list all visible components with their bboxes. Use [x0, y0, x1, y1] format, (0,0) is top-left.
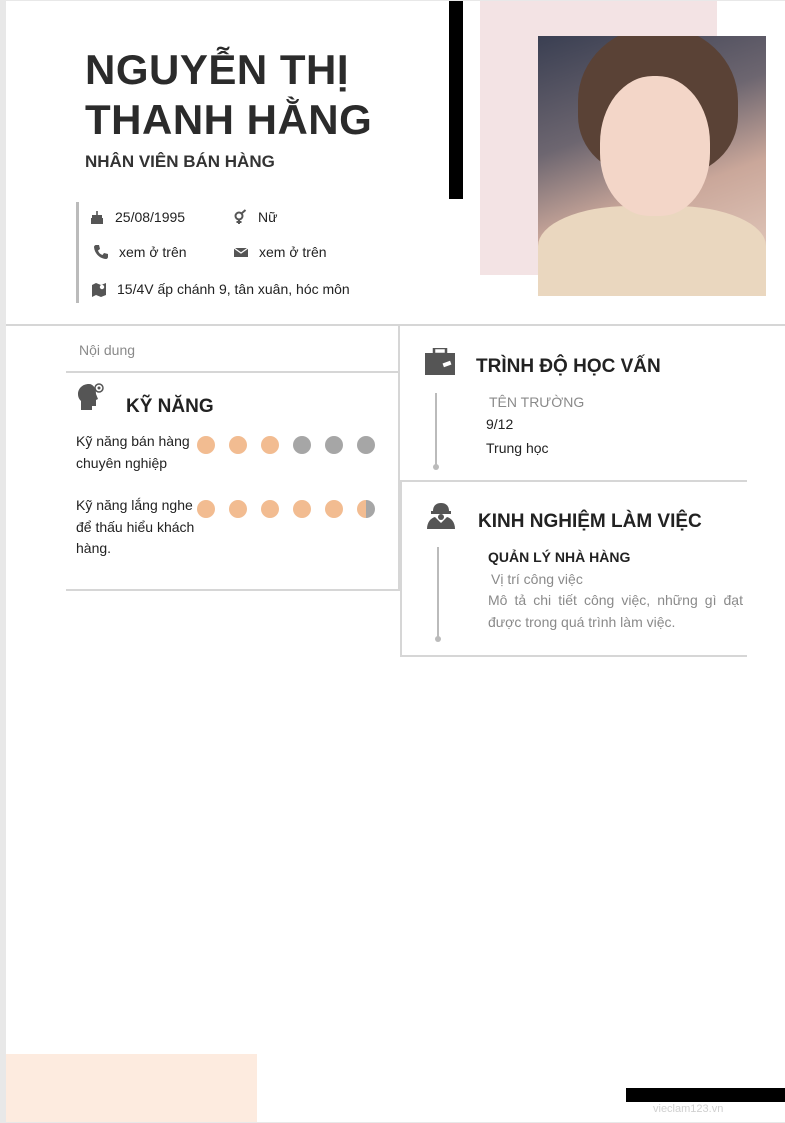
address-value: 15/4V ấp chánh 9, tân xuân, hóc môn: [117, 281, 350, 297]
gender-value: Nữ: [258, 209, 278, 225]
skills-section: [66, 326, 400, 591]
candidate-name: [85, 45, 425, 145]
decor-black-bar-bottom: [626, 1088, 785, 1102]
phone-row: [93, 244, 187, 260]
phone-icon: [93, 244, 109, 260]
company-name: QUẢN LÝ NHÀ HÀNG: [488, 549, 631, 565]
gender-row: [232, 209, 277, 225]
experience-timeline: [437, 547, 439, 639]
rating-dot: [357, 500, 375, 518]
education-title: TRÌNH ĐỘ HỌC VẤN: [476, 356, 661, 377]
brain-icon: [75, 381, 107, 418]
birthday-value: 25/08/1995: [115, 209, 186, 225]
rating-dot: [325, 500, 343, 518]
email-row: [233, 244, 327, 260]
rating-dot: [261, 500, 279, 518]
address-row: [91, 281, 350, 297]
personal-info: [76, 202, 376, 303]
profile-photo: [538, 36, 766, 296]
briefcase-icon: [424, 348, 456, 381]
birthday-row: [89, 209, 185, 225]
rating-dot: [293, 500, 311, 518]
email-value: xem ở trên: [259, 244, 327, 260]
decor-black-bar: [449, 1, 463, 199]
experience-section: [400, 482, 747, 657]
skill-1-label: Kỹ năng bán hàng chuyên nghiệp: [76, 433, 190, 471]
decor-peach-block: [6, 1054, 257, 1122]
skill-1-rating: [197, 436, 375, 454]
map-icon: [91, 281, 107, 297]
education-timeline: [435, 393, 437, 467]
education-section: [400, 326, 747, 482]
rating-dot: [261, 436, 279, 454]
skills-title: KỸ NĂNG: [126, 396, 214, 417]
school-period: 9/12: [486, 416, 514, 432]
school-name: TÊN TRƯỜNG: [489, 394, 585, 410]
rating-dot: [293, 436, 311, 454]
name-line-2: THANH HẰNG: [85, 96, 373, 143]
left-divider: [66, 371, 398, 373]
name-line-1: NGUYỄN THỊ: [85, 46, 350, 93]
job-title: NHÂN VIÊN BÁN HÀNG: [85, 152, 275, 171]
cake-icon: [89, 209, 105, 225]
rating-dot: [357, 436, 375, 454]
rating-dot: [197, 500, 215, 518]
content-placeholder[interactable]: Nội dung: [79, 342, 136, 358]
gender-icon: [232, 209, 248, 225]
rating-dot: [197, 436, 215, 454]
rating-dot: [229, 436, 247, 454]
watermark: vieclam123.vn: [653, 1103, 724, 1115]
skill-2-rating: [197, 500, 375, 518]
skill-2-label: Kỹ năng lắng nghe để thấu hiểu khách hàng.: [76, 497, 195, 556]
rating-dot: [229, 500, 247, 518]
job-position: Vị trí công việc: [491, 571, 583, 587]
job-description: Mô tả chi tiết công việc, những gì đạt được trong quá trình làm việc.: [488, 592, 743, 630]
education-level: Trung học: [486, 440, 549, 456]
experience-title: KINH NGHIỆM LÀM VIỆC: [478, 511, 702, 532]
rating-dot: [325, 436, 343, 454]
phone-value: xem ở trên: [119, 244, 187, 260]
mail-icon: [233, 244, 249, 260]
cv-page: [6, 1, 785, 1122]
worker-icon: [425, 502, 457, 535]
